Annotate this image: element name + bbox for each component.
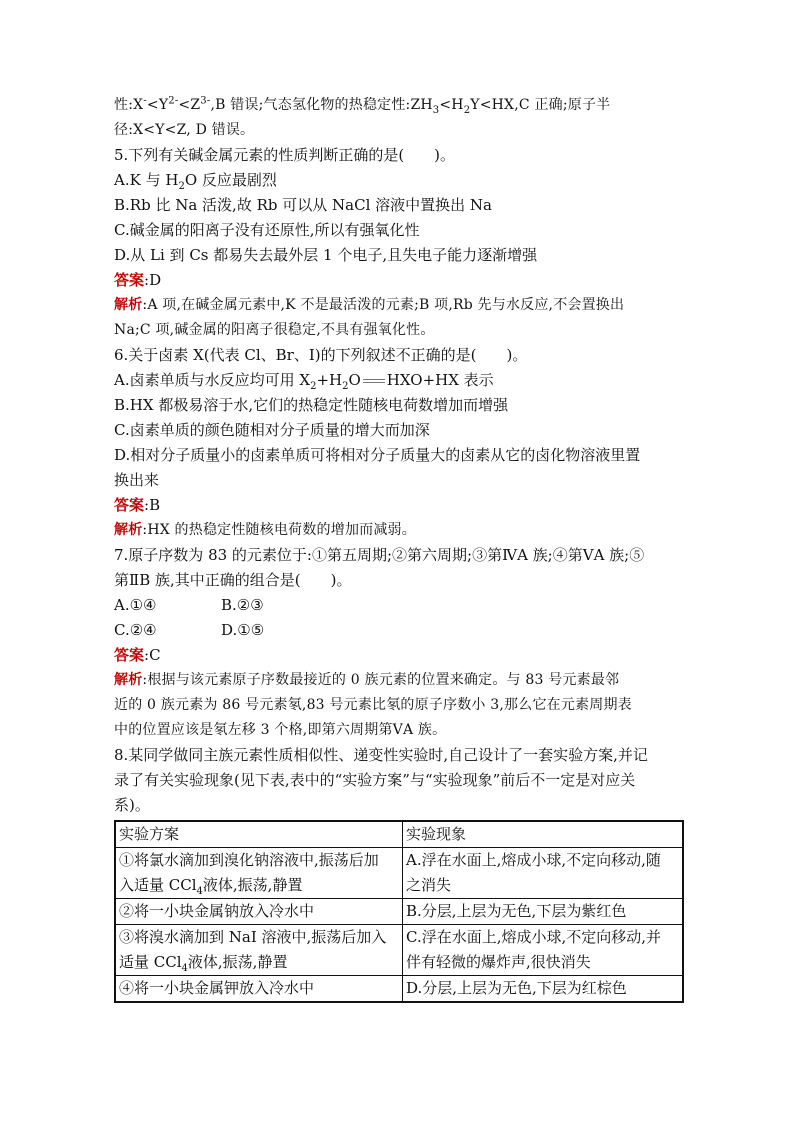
q7-option-c: C.②④ [114, 621, 157, 639]
q5-option-c: C.碱金属的阳离子没有还原性,所以有强氧化性 [114, 221, 420, 239]
q6-option-c: C.卤素单质的颜色随相对分子质量的增大而加深 [114, 421, 430, 439]
q6-analysis [114, 518, 684, 543]
text: A.K 与 H [114, 171, 179, 189]
subscript: 2 [310, 381, 317, 392]
q7-analysis-line-2: 近的 0 族元素为 86 号元素氡,83 号元素比氡的原子序数小 3,那么它在元素周期表 [114, 697, 632, 713]
subscript: 4 [196, 886, 203, 897]
text: Y<HX,C 正确;原子半 [470, 97, 611, 113]
table-cell-phenomenon: B.分层,上层为无色,下层为紫红色 [403, 899, 684, 925]
table-cell-plan: ②将一小块金属钠放入冷水中 [115, 899, 403, 925]
text: ,B 错误;气态氢化物的热稳定性:ZH [210, 97, 433, 113]
answer-value: :D [144, 271, 162, 289]
text [119, 873, 399, 898]
text: 适量 CCl [119, 953, 182, 971]
text: <Y [146, 97, 169, 113]
text: 液体,振荡,静置 [187, 953, 288, 971]
text: :A 项,在碱金属元素中,K 不是最活泼的元素;B 项,Rb 先与水反应,不会置换出 [142, 297, 625, 313]
analysis-label: 解析 [114, 297, 143, 313]
q8-stem-line-3: 系)。 [114, 796, 150, 814]
table-header-row [115, 821, 683, 848]
q6-option-d-line-2: 换出来 [114, 471, 160, 489]
table-cell-phenomenon [403, 925, 684, 976]
text: +H [316, 371, 343, 389]
superscript: - [143, 95, 147, 107]
table-row [115, 899, 683, 925]
text: ③将溴水滴加到 NaI 溶液中,振荡后加入 [119, 928, 387, 946]
q5-analysis-line-2: Na;C 项,碱金属的阳离子很稳定,不具有强氧化性。 [114, 322, 435, 338]
q5-option-a [114, 168, 684, 193]
experiment-table [114, 820, 684, 1003]
text: :根据与该元素原子序数最接近的 0 族元素的位置来确定。与 83 号元素最邻 [142, 672, 620, 688]
table-row [115, 848, 683, 899]
text: :HX 的热稳定性随核电荷数的增加而减弱。 [142, 522, 416, 538]
answer-label: 答案 [114, 646, 145, 664]
text: 之消失 [406, 876, 452, 894]
prev-analysis-line-2: 径:X<Y<Z, D 错误。 [114, 122, 255, 138]
text: O 反应最剧烈 [184, 171, 277, 189]
text: 入适量 CCl [119, 876, 197, 894]
table-row [115, 925, 683, 976]
q8-stem-line-2: 录了有关实验现象(见下表,表中的“实验方案”与“实验现象”前后不一定是对应关 [114, 771, 636, 789]
subscript: 2 [463, 104, 471, 116]
q5-analysis-line-1 [114, 293, 684, 318]
answer-value: :C [144, 646, 161, 664]
subscript: 4 [181, 963, 188, 974]
table-cell-plan: ④将一小块金属钾放入冷水中 [115, 976, 403, 1003]
document-content [114, 93, 684, 1003]
subscript: 2 [342, 381, 349, 392]
q6-answer [114, 493, 684, 518]
q7-option-b: B.②③ [221, 596, 264, 614]
text: A.卤素单质与水反应均可用 X [114, 371, 311, 389]
answer-label: 答案 [114, 271, 145, 289]
text: A.浮在水面上,熔成小球,不定向移动,随 [406, 851, 661, 869]
prev-analysis-line-1 [114, 93, 684, 118]
q7-analysis-line-3: 中的位置应该是氡左移 3 个格,即第六周期第ⅤA 族。 [114, 722, 447, 738]
q5-option-d: D.从 Li 到 Cs 都易失去最外层 1 个电子,且失电子能力逐渐增强 [114, 246, 538, 264]
q7-stem-line-1: 7.原子序数为 83 的元素位于:①第五周期;②第六周期;③第ⅣA 族;④第ⅤA 族;⑤ [114, 546, 645, 564]
q7-options-row-2 [114, 618, 684, 643]
answer-label: 答案 [114, 496, 145, 514]
analysis-label: 解析 [114, 672, 143, 688]
reversible-equation-sign [363, 379, 385, 383]
q6-option-a [114, 368, 684, 393]
table-row [115, 976, 683, 1003]
q7-answer [114, 643, 684, 668]
q7-stem-line-2: 第ⅡB 族,其中正确的组合是( )。 [114, 571, 352, 589]
text: 伴有轻微的爆炸声,很快消失 [406, 953, 591, 971]
superscript: 3- [200, 95, 211, 107]
text: ①将氯水滴加到溴化钠溶液中,振荡后加 [119, 851, 379, 869]
q5-stem: 5.下列有关碱金属元素的性质判断正确的是( )。 [114, 146, 456, 164]
table-cell-plan [115, 848, 403, 899]
text: 性:X [114, 97, 144, 113]
text: O [348, 371, 361, 389]
table-cell-phenomenon: D.分层,上层为无色,下层为红棕色 [403, 976, 684, 1003]
q7-option-d: D.①⑤ [221, 621, 265, 639]
q6-stem: 6.关于卤素 X(代表 Cl、Br、I)的下列叙述不正确的是( )。 [114, 346, 528, 364]
answer-value: :B [144, 496, 161, 514]
q7-option-a: A.①④ [114, 596, 157, 614]
text: 液体,振荡,静置 [202, 876, 303, 894]
text [119, 950, 399, 975]
table-cell-plan [115, 925, 403, 976]
table-cell-phenomenon [403, 848, 684, 899]
text: HXO+HX 表示 [386, 371, 494, 389]
q7-options-row-1 [114, 593, 684, 618]
text: <H [439, 97, 464, 113]
q5-answer [114, 268, 684, 293]
analysis-label: 解析 [114, 522, 143, 538]
q6-option-b: B.HX 都极易溶于水,它们的热稳定性随核电荷数增加而增强 [114, 396, 509, 414]
q5-option-b: B.Rb 比 Na 活泼,故 Rb 可以从 NaCl 溶液中置换出 Na [114, 196, 492, 214]
subscript: 3 [432, 104, 440, 116]
superscript: 2- [168, 95, 179, 107]
table-header-phenomenon: 实验现象 [403, 821, 684, 848]
subscript: 2 [178, 181, 185, 192]
text: C.浮在水面上,熔成小球,不定向移动,并 [406, 928, 662, 946]
table-header-plan: 实验方案 [115, 821, 403, 848]
q7-analysis-line-1 [114, 668, 684, 693]
q6-option-d-line-1: D.相对分子质量小的卤素单质可将相对分子质量大的卤素从它的卤化物溶液里置 [114, 446, 641, 464]
text: <Z [178, 97, 201, 113]
q8-stem-line-1: 8.某同学做同主族元素性质相似性、递变性实验时,自己设计了一套实验方案,并记 [114, 746, 648, 764]
